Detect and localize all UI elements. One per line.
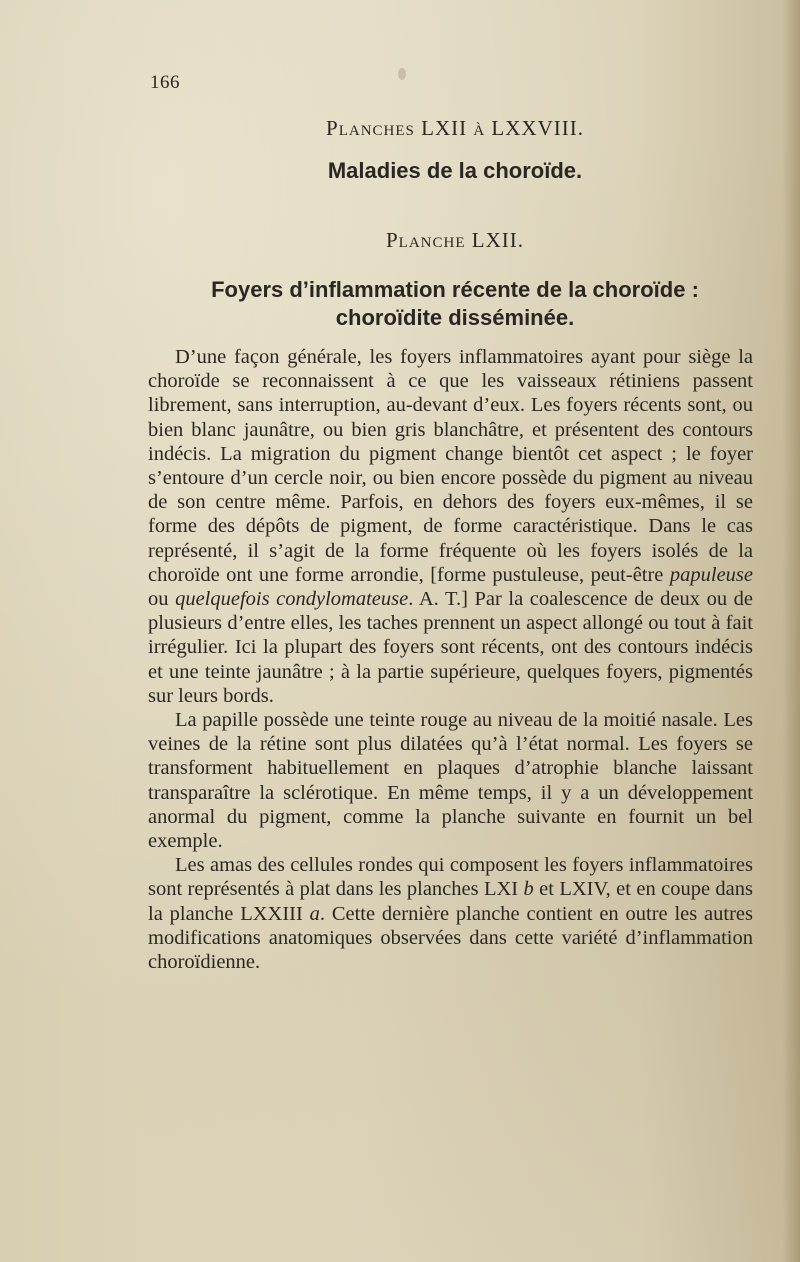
paragraph-1-italic-1: papuleuse [669, 563, 753, 586]
paragraph-1 [148, 345, 753, 708]
ink-smudge [398, 68, 406, 80]
plate-heading: Planche LXII. [386, 228, 524, 252]
paragraph-1-text-c: . A. T.] Par la coalescence de deux ou de plusieurs d’entre elles, les taches prennent un aspect allongé ou tout à fait irrégulier. Ici la plupart des foyers sont récents, ont des contours indécis et une teinte jaunâtre ; à la partie supérieure, quelques foyers, pigmentés sur leurs bords. [148, 588, 753, 707]
paragraph-1-italic-2: quelquefois condylomateuse [175, 588, 409, 611]
plates-range-heading: Planches LXII à LXXVIII. [326, 116, 584, 140]
paragraph-3-italic-1: b [523, 878, 534, 901]
section-title: Maladies de la choroïde. [327, 158, 583, 183]
body-text [148, 345, 753, 974]
paragraph-3-text-a: Les amas des cellules rondes qui composent les foyers inflammatoires sont représentés à plat dans les planches LXI [148, 854, 753, 901]
paragraph-3-text-c: . Cette dernière planche contient en outre les autres modifications anatomiques observées dans cette variété d’inflammation choroïdienne. [148, 902, 754, 974]
plate-title-line1: Foyers d’inflammation récente de la choroïde : [211, 277, 699, 302]
paragraph-2: La papille possède une teinte rouge au niveau de la moitié nasale. Les veines de la rétine sont plus dilatées qu’à l’état normal. Les foyers se transforment habituellement en plaques d’atrophie blanche laissant transparaître la sclérotique. En même temps, il y a un développement anormal du pigment, comme la planche suivante en fournit un bel exemple. [148, 709, 753, 853]
paragraph-3-text-b: et LXIV, et en coupe dans la planche LXXIII [148, 878, 754, 925]
plate-title-line2: choroïdite disséminée. [335, 305, 575, 330]
paragraph-1-text-b: ou [148, 588, 176, 611]
page-edge-shadow [782, 0, 800, 1262]
plate-title [130, 276, 780, 332]
paragraph-3 [148, 853, 753, 974]
paragraph-3-italic-2: a [309, 902, 320, 925]
page-number: 166 [150, 72, 180, 93]
paragraph-1-text-a: D’une façon générale, les foyers inflammatoires ayant pour siège la choroïde se reconnaissent à ce que les vaisseaux rétiniens passent librement, sans interruption, au-devant d’eux. Les foyers récents sont, ou bien blanc jaunâtre, ou bien gris blanchâtre, et présentent des contours indécis. La migration du pigment change bientôt cet aspect ; le foyer s’entoure d’un cercle noir, ou bien encore possède du pigment au niveau de son centre même. Parfois, en dehors des foyers eux-mêmes, il se forme des dépôts de pigment, de forme caractéristique. Dans le cas représenté, il s’agit de la forme fréquente où les foyers isolés de la choroïde ont une forme arrondie, [forme pustuleuse, peut-être [148, 346, 753, 586]
